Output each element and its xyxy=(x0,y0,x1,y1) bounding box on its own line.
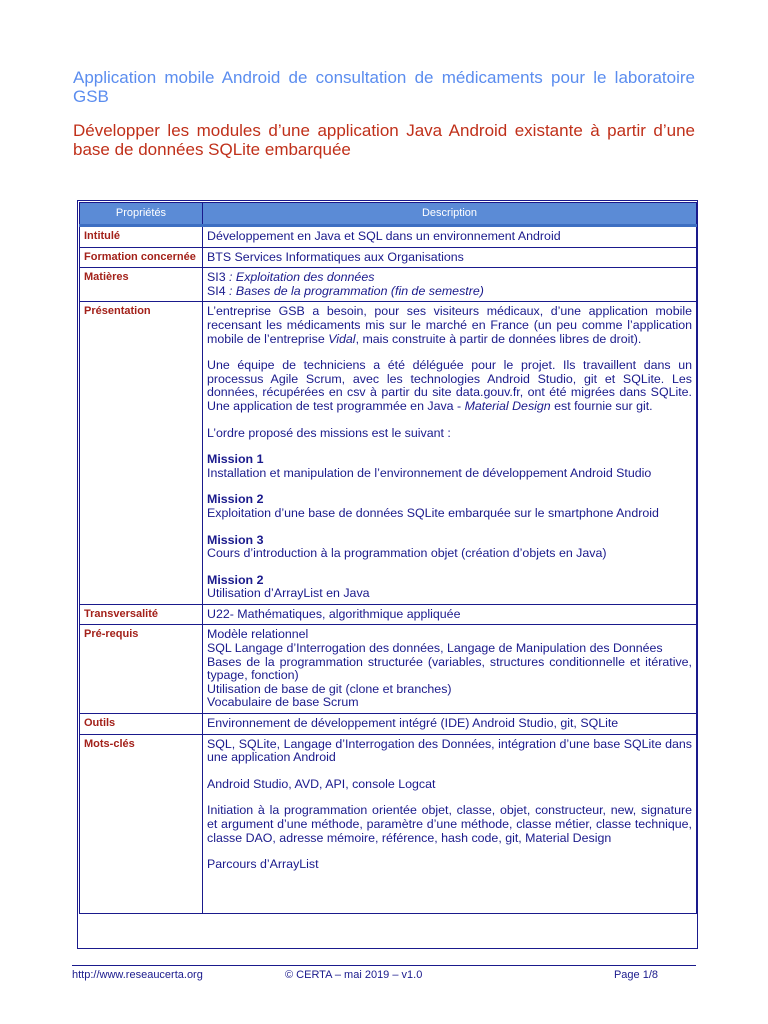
mission-block-3 xyxy=(207,534,692,561)
si4-text: : Bases de la programmation (fin de semestre) xyxy=(225,283,484,298)
row-intitule xyxy=(80,226,697,248)
mission-block-2 xyxy=(207,493,692,520)
motscles-paragraph-1: SQL, SQLite, Langage d’Interrogation des Données, intégration d’une base SQLite dans une application Android xyxy=(207,736,692,765)
mission-block-4 xyxy=(207,574,692,601)
si4-code: SI4 xyxy=(207,283,226,298)
footer-url[interactable]: http://www.reseaucerta.org xyxy=(72,969,203,981)
presentation-paragraph-3: L’ordre proposé des missions est le suivant : xyxy=(207,425,451,440)
mission-title: Mission 2 xyxy=(207,492,264,507)
document-title: Application mobile Android de consultation de médicaments pour le laboratoire GSB xyxy=(73,68,695,106)
intitule-value: Développement en Java et SQL dans un environnement Android xyxy=(203,226,697,248)
outils-label: Outils xyxy=(80,714,203,735)
intitule-label: Intitulé xyxy=(80,226,203,248)
row-matieres xyxy=(80,268,697,302)
si3-text: : Exploitation des données xyxy=(225,270,375,285)
prerequis-line: Modèle relationnel xyxy=(207,627,309,642)
table-header-row xyxy=(80,203,697,226)
row-transversalite xyxy=(80,604,697,625)
prerequis-line: Bases de la programmation structurée (variables, structures conditionnelle et itérative, typage, fonction) xyxy=(207,654,692,683)
properties-table xyxy=(79,202,697,914)
row-mots-cles xyxy=(80,734,697,913)
transversalite-label: Transversalité xyxy=(80,604,203,625)
mission-text: Installation et manipulation de l’environnement de développement Android Studio xyxy=(207,465,652,480)
prerequis-value xyxy=(203,625,697,714)
matieres-si4 xyxy=(207,285,692,299)
prerequis-label: Pré-requis xyxy=(80,625,203,714)
presentation-value xyxy=(203,302,697,605)
mission-text: Utilisation d’ArrayList en Java xyxy=(207,586,370,601)
mission-block-1 xyxy=(207,453,692,480)
header-properties: Propriétés xyxy=(80,203,203,226)
presentation-paragraph-1: L’entreprise GSB a besoin, pour ses visiteurs médicaux, d’une application mobile recensant les médicaments mis sur le marché en France (un peu comme l’application mobile de l’entreprise Vidal, mais construite à partir de données libres de droit). xyxy=(207,304,692,346)
transversalite-value: U22- Mathématiques, algorithmique appliquée xyxy=(203,604,697,625)
motscles-paragraph-4: Parcours d’ArrayList xyxy=(207,857,319,872)
formation-value: BTS Services Informatiques aux Organisations xyxy=(203,247,697,268)
mission-title: Mission 1 xyxy=(207,452,264,467)
mission-title: Mission 3 xyxy=(207,532,264,547)
row-outils xyxy=(80,714,697,735)
prerequis-line: Utilisation de base de git (clone et branches) xyxy=(207,681,452,696)
mission-text: Exploitation d’une base de données SQLite embarquée sur le smartphone Android xyxy=(207,505,659,520)
row-formation xyxy=(80,247,697,268)
mission-title: Mission 2 xyxy=(207,572,264,587)
prerequis-line: SQL Langage d’Interrogation des données, Langage de Manipulation des Données xyxy=(207,641,663,656)
matieres-label: Matières xyxy=(80,268,203,302)
footer-copyright: © CERTA – mai 2019 – v1.0 xyxy=(285,969,423,981)
mission-text: Cours d’introduction à la programmation objet (création d’objets en Java) xyxy=(207,546,607,561)
motscles-paragraph-2: Android Studio, AVD, API, console Logcat xyxy=(207,776,436,791)
presentation-label: Présentation xyxy=(80,302,203,605)
presentation-paragraph-2: Une équipe de techniciens a été déléguée pour le projet. Ils travaillent dans un processus Agile Scrum, avec les technologies Android Studio, git et SQLite. Les données, récupérées en csv à partir du site data.gouv.fr, ont été migrées dans SQLite. Une application de test programmée en Java - Material Design est fournie sur git. xyxy=(207,358,692,413)
footer-page-number: Page 1/8 xyxy=(613,969,658,981)
motscles-label: Mots-clés xyxy=(80,734,203,913)
document-subtitle: Développer les modules d’une application Java Android existante à partir d’une base de données SQLite embarquée xyxy=(73,121,695,159)
matieres-value xyxy=(203,268,697,302)
si3-code: SI3 xyxy=(207,270,226,285)
outils-value: Environnement de développement intégré (IDE) Android Studio, git, SQLite xyxy=(203,714,697,735)
row-presentation xyxy=(80,302,697,605)
header-description: Description xyxy=(203,203,697,226)
row-prerequis xyxy=(80,625,697,714)
formation-label: Formation concernée xyxy=(80,247,203,268)
prerequis-line: Vocabulaire de base Scrum xyxy=(207,695,359,710)
page-footer xyxy=(72,965,696,982)
matieres-si3 xyxy=(207,271,692,285)
motscles-paragraph-3: Initiation à la programmation orientée objet, classe, objet, constructeur, new, signature et argument d’une méthode, paramètre d’une méthode, classe métier, classe technique, classe DAO, adresse mémoire, référence, hash code, git, Material Design xyxy=(207,803,692,845)
motscles-value xyxy=(203,734,697,913)
